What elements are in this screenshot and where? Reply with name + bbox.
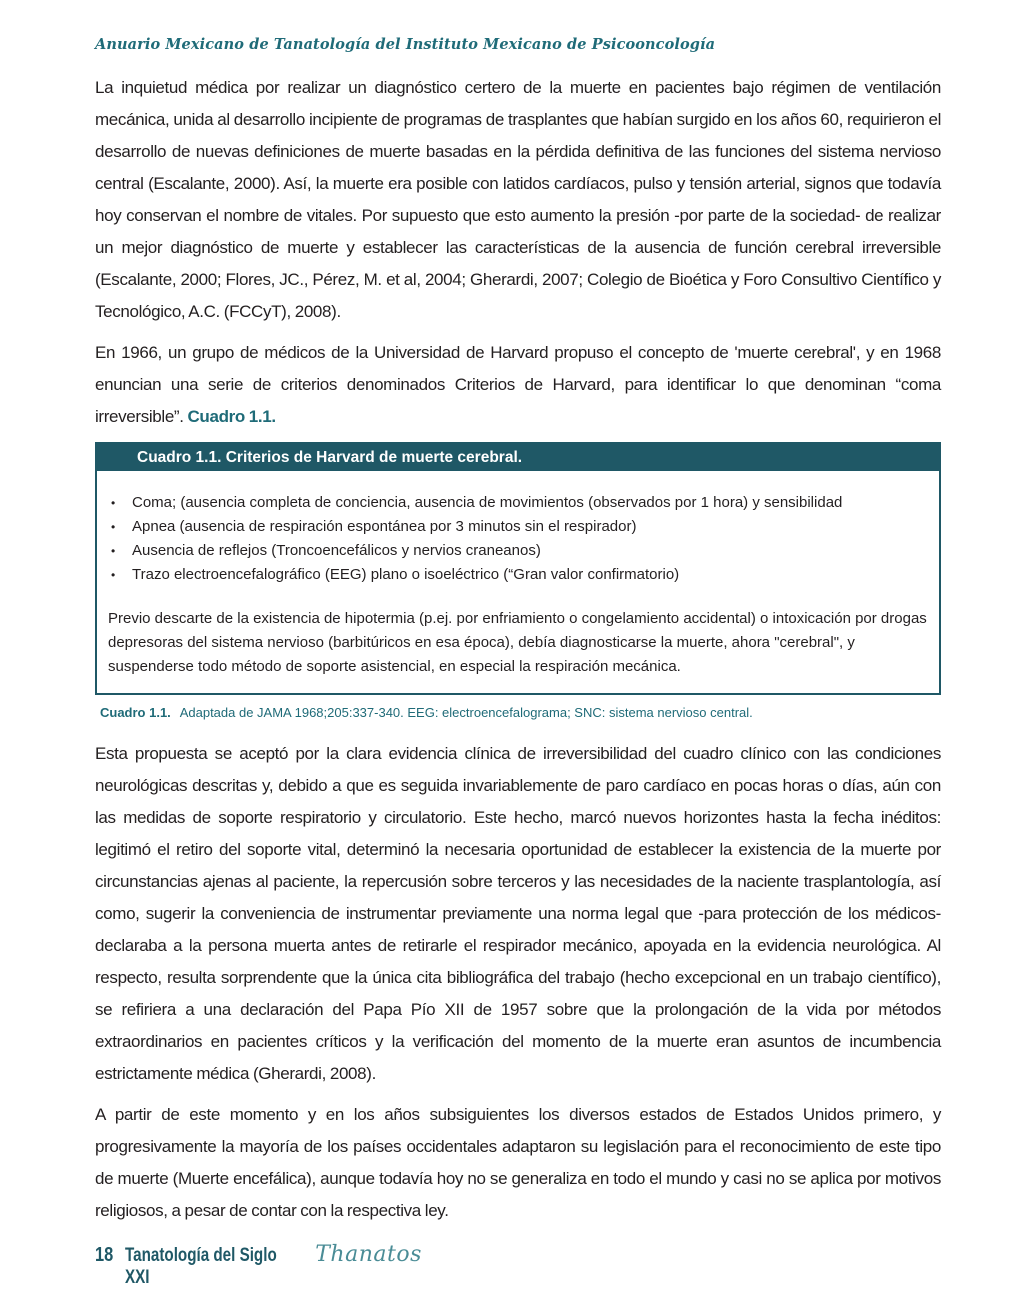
criteria-item: • Coma; (ausencia completa de conciencia, ausencia de movimientos (observados por 1 hora) y sensibilidad [108, 491, 928, 515]
bullet-icon: • [111, 520, 116, 534]
page-footer [95, 1242, 422, 1289]
caption-label: Cuadro 1.1. [100, 705, 171, 720]
box-caption [95, 705, 941, 720]
paragraph-3: Esta propuesta se aceptó por la clara evidencia clínica de irreversibilidad del cuadro clínico con las condiciones neurológicas descritas y, debido a que es seguida invariablemente de paro cardíaco en pocas horas o días, aún con las medidas de soporte respiratorio y circulatorio. Este hecho, marcó nuevos horizontes hasta la fecha inéditos: legitimó el retiro del soporte vital, determinó la necesaria oportunidad de establecer la existencia de la muerte por circunstancias ajenas al paciente, la repercusión sobre terceros y las necesidades de la naciente trasplantología, así como, sugerir la conveniencia de instrumentar previamente una norma legal que -para protección de los médicos- declaraba a la persona muerta antes de retirarle el respirador mecánico, apoyada en la evidencia neurológica. Al respecto, resulta sorprendente que la única cita bibliográfica del trabajo (hecho excepcional en un trabajo científico), se refiriera a una declaración del Papa Pío XII de 1957 sobre que la prolongación de la vida por métodos extraordinarios en pacientes críticos y la verificación del momento de la muerte eran asuntos de incumbencia estrictamente médica (Gherardi, 2008). [95, 744, 941, 1083]
criteria-item: • Trazo electroencefalográfico (EEG) plano o isoeléctrico (“Gran valor confirmatorio) [108, 563, 928, 587]
paragraph-2 [95, 337, 941, 433]
criteria-note: Previo descarte de la existencia de hipotermia (p.ej. por enfriamiento o congelamiento accidental) o intoxicación por drogas depresoras del sistema nervioso (barbitúricos en esa época), debía diagnosticarse la muerte, ahora "cerebral", y suspenderse todo método de soporte asistencial, en especial la respiración mecánica. [108, 610, 927, 675]
thanatos-logo: Thanatos [315, 1242, 422, 1267]
paragraph-4: A partir de este momento y en los años subsiguientes los diversos estados de Estados Unidos primero, y progresivamente la mayoría de los países occidentales adaptaron su legislación para el reconocimiento de este tipo de muerte (Muerte encefálica), aunque todavía hoy no se generaliza en todo el mundo y casi no se aplica por motivos religiosos, a pesar de contar con la respectiva ley. [95, 1105, 941, 1220]
criteria-box [95, 442, 941, 695]
criteria-box-title: Cuadro 1.1. Criterios de Harvard de muerte cerebral. [97, 444, 939, 471]
running-header: Anuario Mexicano de Tanatología del Instituto Mexicano de Psicooncología [95, 36, 716, 53]
paragraph-1: La inquietud médica por realizar un diagnóstico certero de la muerte en pacientes bajo régimen de ventilación mecánica, unida al desarrollo incipiente de programas de trasplantes que habían surgido en los años 60, requirieron el desarrollo de nuevas definiciones de muerte basadas en la pérdida definitiva de las funciones del sistema nervioso central (Escalante, 2000). Así, la muerte era posible con latidos cardíacos, pulso y tensión arterial, signos que todavía hoy conservan el nombre de vitales. Por supuesto que esto aumento la presión -por parte de la sociedad- de realizar un mejor diagnóstico de muerte y establecer las características de la ausencia de función cerebral irreversible (Escalante, 2000; Flores, JC., Pérez, M. et al, 2004; Gherardi, 2007; Colegio de Bioética y Foro Consultivo Científico y Tecnológico, A.C. (FCCyT), 2008). [95, 78, 941, 321]
criteria-list [108, 491, 928, 587]
bullet-icon: • [111, 496, 116, 510]
paragraph-2-text: En 1966, un grupo de médicos de la Universidad de Harvard propuso el concepto de 'muerte cerebral', y en 1968 enuncian una serie de criterios denominados Criterios de Harvard, para identificar lo que denominan “coma irreversible”. [95, 343, 941, 426]
page-number: 18 [95, 1244, 114, 1266]
bullet-icon: • [111, 544, 116, 558]
book-title: Tanatología del Siglo XXI [125, 1245, 277, 1288]
criteria-item: • Apnea (ausencia de respiración espontánea por 3 minutos sin el respirador) [108, 515, 928, 539]
table-reference-link[interactable]: Cuadro 1.1. [187, 407, 276, 426]
criteria-box-body [97, 471, 939, 693]
bullet-icon: • [111, 568, 116, 582]
article-body [95, 72, 941, 1236]
criteria-item: • Ausencia de reflejos (Troncoencefálicos y nervios craneanos) [108, 539, 928, 563]
caption-text: Adaptada de JAMA 1968;205:337-340. EEG: electroencefalograma; SNC: sistema nervioso central. [179, 705, 753, 720]
